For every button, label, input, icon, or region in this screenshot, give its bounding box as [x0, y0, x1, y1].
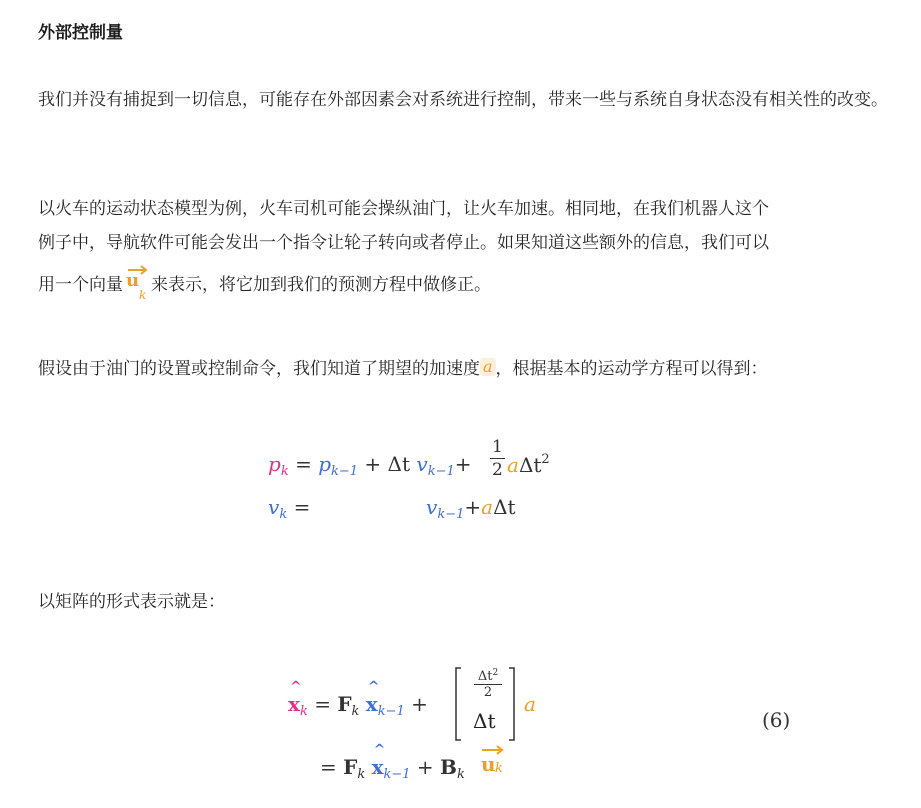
vector-intro-text: 用一个向量 [38, 275, 123, 295]
eq-p: p [268, 452, 281, 476]
eq-p-prev-sub: k−1 [331, 464, 359, 479]
paragraph-matrix-form: 以矩阵的形式表示就是： [38, 592, 225, 612]
eq-a: a [507, 453, 519, 477]
section-heading: 外部控制量 [38, 23, 123, 43]
eq2-a: a [481, 495, 494, 519]
m-F: F [337, 692, 352, 716]
control-vector-uk [123, 264, 151, 302]
m-plus: + [411, 692, 428, 716]
m-xhat-prev: x ^ [365, 679, 380, 716]
m2-xhat-prev: x ^ [371, 742, 386, 779]
matrix-equation-line-1 [288, 679, 428, 719]
m-equals: = [314, 692, 331, 716]
equation-half-fraction [490, 436, 505, 481]
eq2-v: v [268, 495, 280, 519]
matrix-control-vector-uk [478, 744, 508, 778]
vector-bottom-entry: Δt [473, 709, 496, 733]
m-xhat-sub: k [299, 704, 308, 719]
eq2-equals: = [293, 495, 311, 519]
paragraph-acceleration [38, 352, 910, 386]
m2-B: B [440, 755, 457, 779]
m-xhat: x ^ [288, 679, 302, 716]
acceleration-intro-text: 假设由于油门的设置或控制命令，我们知道了期望的加速度 [38, 359, 480, 379]
eq2-v-prev: v [426, 495, 438, 519]
eq-v-prev-sub: k−1 [427, 464, 455, 479]
vector-u-letter: u [126, 270, 140, 291]
m2-equals: = [320, 755, 337, 779]
vector-k-subscript: k [139, 288, 147, 302]
eq-dt: Δt [387, 452, 411, 476]
train-example-line-3 [38, 264, 910, 302]
m2-plus: + [416, 755, 434, 779]
eq-v-prev: v [416, 452, 428, 476]
matrix-equation-line-2 [320, 742, 465, 782]
frac-denominator: 2 [492, 460, 503, 480]
matrix-k-subscript: k [495, 761, 503, 776]
vt-sq: 2 [492, 668, 499, 678]
eq-dt-sq: Δt [518, 453, 542, 477]
m2-F: F [343, 755, 358, 779]
m2-F-sub: k [357, 767, 366, 782]
eq-sq: 2 [541, 452, 550, 467]
train-example-line-1: 以火车的运动状态模型为例，火车司机可能会操纵油门，让火车加速。相同地，在我们机器人这个 [38, 199, 769, 219]
eq-plus-2: + [454, 452, 472, 476]
hat-mark-3: ^ [373, 742, 386, 758]
equation-velocity [268, 495, 310, 522]
m-xhat-prev-sub: k−1 [377, 704, 405, 719]
matrix-a: a [524, 692, 536, 716]
vector-top-entry [466, 666, 510, 700]
eq-p-prev: p [318, 452, 331, 476]
vector-description-text: 来表示，将它加到我们的预测方程中做修正。 [151, 275, 491, 295]
vector-top-numerator [466, 666, 510, 684]
eq-plus: + [364, 452, 382, 476]
m2-xhat-prev-sub: k−1 [383, 767, 411, 782]
frac-numerator: 1 [492, 437, 503, 457]
train-example-line-2: 例子中，导航软件可能会发出一个指令让轮子转向或者停止。如果知道这些额外的信息，我们可以 [38, 233, 769, 253]
eq2-dt: Δt [493, 495, 516, 519]
hat-mark-1: ^ [290, 679, 302, 695]
m2-B-sub: k [456, 767, 465, 782]
matrix-u-letter: u [481, 752, 496, 776]
equation-position-tail [507, 452, 550, 477]
vt-dt: Δt [477, 669, 493, 684]
equation-position [268, 452, 472, 479]
fraction-one-half [490, 436, 505, 481]
paragraph-train-example [38, 192, 910, 302]
acceleration-symbol: a [480, 358, 496, 376]
hat-mark-2: ^ [367, 679, 380, 695]
eq2-v-sub: k [279, 507, 288, 522]
paragraph-external-factors: 我们并没有捕捉到一切信息，可能存在外部因素会对系统进行控制，带来一些与系统自身状态没有相关性的改变。 [38, 90, 888, 110]
eq2-v-prev-sub: k−1 [437, 507, 465, 522]
acceleration-after-text: ，根据基本的运动学方程可以得到： [495, 359, 768, 379]
eq-equals: = [295, 452, 312, 476]
equation-number: (6) [762, 708, 791, 732]
eq-p-sub: k [280, 464, 289, 479]
equation-velocity-rhs [426, 495, 516, 522]
m-F-sub: k [351, 704, 360, 719]
eq2-plus: + [464, 495, 482, 519]
vector-top-denominator: 2 [474, 684, 502, 700]
